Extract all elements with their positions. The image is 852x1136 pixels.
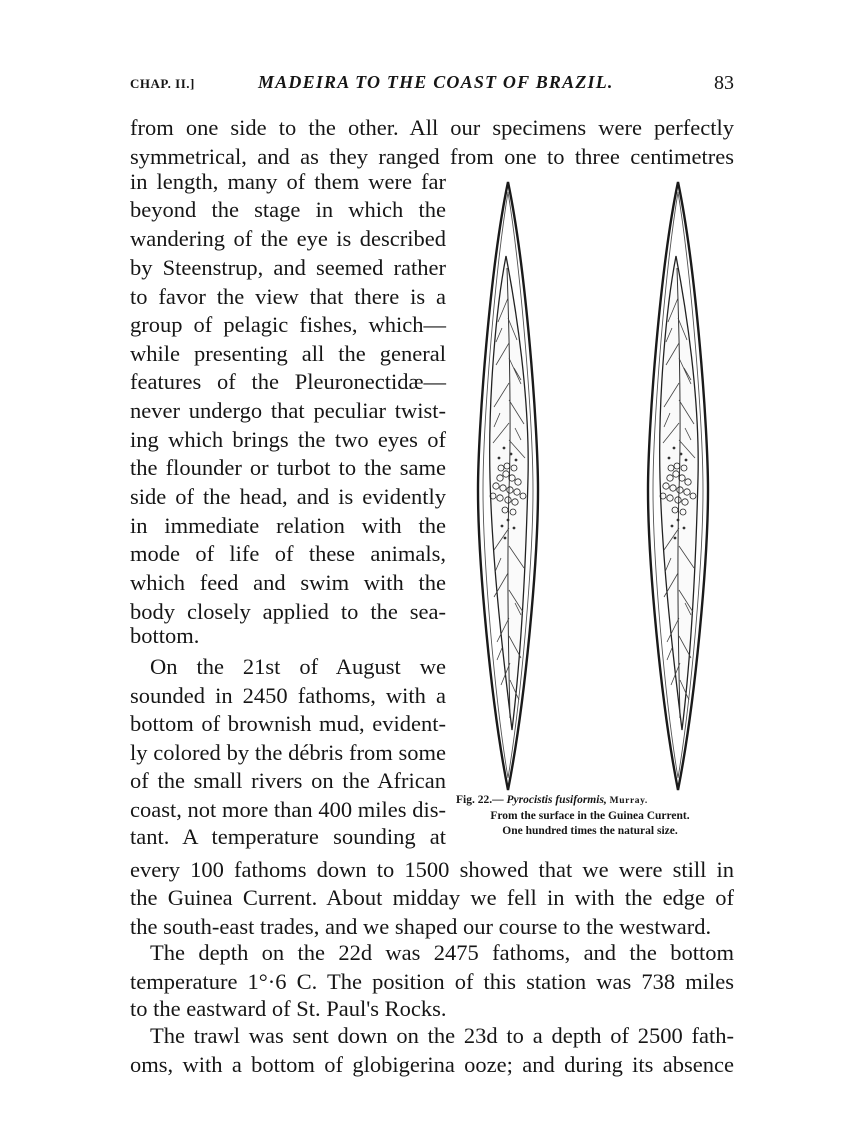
- text-line: side of the head, and is evidently: [130, 484, 446, 509]
- text-line: sounded in 2450 fathoms, with a: [130, 683, 446, 708]
- text-line: the Guinea Current. About midday we fell in with the edge of: [130, 885, 734, 910]
- caption-fig-label: Fig. 22.—: [456, 794, 504, 806]
- page-number: 83: [714, 72, 734, 94]
- text-line: to favor the view that there is a: [130, 284, 446, 309]
- figure-pyrocistis: [456, 168, 752, 796]
- text-line: never undergo that peculiar twist-: [130, 398, 446, 423]
- organism-right: [648, 182, 708, 790]
- text-line: On the 21st of August we: [150, 654, 446, 679]
- text-line: temperature 1°·6 C. The position of this station was 738 miles: [130, 969, 734, 994]
- text-line: the south-east trades, and we shaped our course to the westward.: [130, 914, 712, 939]
- text-line: beyond the stage in which the: [130, 197, 446, 222]
- text-line: from one side to the other. All our specimens were perfectly: [130, 115, 734, 140]
- text-line: of the small rivers on the African: [130, 768, 446, 793]
- organism-left: [478, 182, 538, 790]
- text-line: in length, many of them were far: [130, 169, 446, 194]
- text-line: by Steenstrup, and seemed rather: [130, 255, 446, 280]
- text-line: ly colored by the débris from some: [130, 740, 446, 765]
- text-line: mode of life of these animals,: [130, 541, 446, 566]
- text-line: group of pelagic fishes, which—: [130, 312, 446, 337]
- text-line: tant. A temperature sounding at: [130, 824, 446, 849]
- text-line: which feed and swim with the: [130, 570, 446, 595]
- text-line: while presenting all the general: [130, 341, 446, 366]
- caption-line-1: [456, 793, 724, 809]
- running-title: MADEIRA TO THE COAST OF BRAZIL.: [258, 72, 614, 92]
- text-line: bottom.: [130, 623, 200, 648]
- text-line: every 100 fathoms down to 1500 showed that we were still in: [130, 857, 734, 882]
- chapter-label: CHAP. II.]: [130, 76, 195, 91]
- text-line: oms, with a bottom of globigerina ooze; and during its absence: [130, 1052, 734, 1077]
- text-line: coast, not more than 400 miles dis-: [130, 797, 446, 822]
- text-line: wandering of the eye is described: [130, 226, 446, 251]
- caption-line-3: One hundred times the natural size.: [502, 825, 678, 837]
- caption-line-2: From the surface in the Guinea Current.: [490, 810, 690, 822]
- caption-species: Pyrocistis fusiformis,: [506, 794, 607, 806]
- text-line: The depth on the 22d was 2475 fathoms, and the bottom: [150, 940, 734, 965]
- caption-author: Murray.: [609, 796, 648, 806]
- text-line: symmetrical, and as they ranged from one to three centimetres: [130, 144, 734, 169]
- text-line: The trawl was sent down on the 23d to a depth of 2500 fath-: [150, 1023, 734, 1048]
- text-line: the flounder or turbot to the same: [130, 455, 446, 480]
- text-line: in immediate relation with the: [130, 513, 446, 538]
- running-header: [130, 72, 734, 100]
- text-line: body closely applied to the sea-: [130, 599, 446, 624]
- text-line: to the eastward of St. Paul's Rocks.: [130, 996, 447, 1021]
- text-line: features of the Pleuronectidæ—: [130, 369, 446, 394]
- figure-caption: [456, 793, 724, 839]
- text-line: ing which brings the two eyes of: [130, 427, 446, 452]
- text-line: bottom of brownish mud, evident-: [130, 711, 446, 736]
